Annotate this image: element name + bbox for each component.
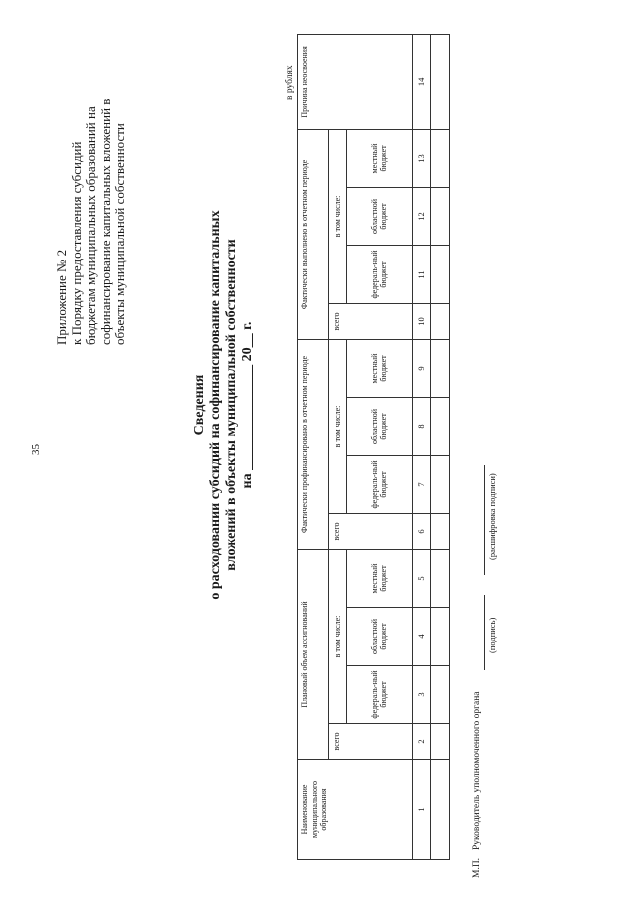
header-including-3: в том числе:	[328, 129, 347, 303]
col-num-4: 4	[412, 608, 431, 666]
transcript-caption: (расшифровка подписи)	[487, 473, 497, 560]
header-total-3: всего	[328, 303, 412, 339]
title-line-2: о расходовании субсидий на софинансирование капитальных	[208, 210, 223, 600]
header-federal-2: федераль-ный бюджет	[347, 455, 413, 513]
header-local-1: местный бюджет	[347, 549, 413, 607]
col-num-9: 9	[412, 339, 431, 397]
report-table	[297, 34, 450, 860]
header-total-1: всего	[328, 724, 412, 760]
currency-note: в рублях	[285, 65, 295, 100]
header-regional-3: областной бюджет	[347, 187, 413, 245]
page-number: 35	[30, 444, 42, 455]
header-including-1: в том числе:	[328, 549, 347, 723]
header-federal-3: федераль-ный бюджет	[347, 245, 413, 303]
col-num-13: 13	[412, 129, 431, 187]
header-federal-1: федераль-ный бюджет	[347, 666, 413, 724]
col-num-2: 2	[412, 724, 431, 760]
header-financed: Фактически профинансировано в отчетном периоде	[298, 339, 329, 549]
signature-line	[484, 595, 485, 670]
title-line-1: Сведения	[192, 374, 207, 436]
header-performed: Фактически выполнено в отчетном периоде	[298, 129, 329, 339]
header-local-3: местный бюджет	[347, 129, 413, 187]
appendix-line-1: Приложение № 2	[54, 249, 69, 345]
appendix-line-5: объекты муниципальной собственности	[112, 123, 127, 345]
header-municipality: Наименование муниципального образования	[298, 760, 413, 860]
header-including-2: в том числе:	[328, 339, 347, 513]
document-title	[192, 205, 256, 605]
signature-caption: (подпись)	[487, 617, 497, 653]
stamp-place-label: М.П.	[472, 857, 482, 878]
col-num-5: 5	[412, 549, 431, 607]
transcript-line	[484, 465, 485, 575]
col-num-3: 3	[412, 666, 431, 724]
header-reason: Причина неосвоения	[298, 34, 413, 129]
head-of-authority-label: Руководитель уполномоченного органа	[472, 691, 482, 850]
header-regional-2: областной бюджет	[347, 397, 413, 455]
header-planned: Плановый объем ассигнований	[298, 549, 329, 759]
title-line-4: на _______________ 20__ г.	[240, 321, 255, 489]
appendix-line-3: бюджетам муниципальных образований на	[83, 106, 98, 345]
col-num-12: 12	[412, 187, 431, 245]
col-num-11: 11	[412, 245, 431, 303]
column-number-row	[412, 34, 431, 859]
table-row-empty	[431, 34, 450, 859]
col-num-10: 10	[412, 303, 431, 339]
appendix-line-2: к Порядку предоставления субсидий	[68, 141, 84, 345]
header-local-2: местный бюджет	[347, 339, 413, 397]
col-num-8: 8	[412, 397, 431, 455]
col-num-7: 7	[412, 455, 431, 513]
col-num-1: 1	[412, 760, 431, 860]
appendix-line-4: софинансирование капитальных вложений в	[97, 98, 113, 345]
header-total-2: всего	[328, 513, 412, 549]
col-num-14: 14	[412, 34, 431, 129]
appendix-block	[55, 99, 128, 345]
header-regional-1: областной бюджет	[347, 608, 413, 666]
col-num-6: 6	[412, 513, 431, 549]
title-line-3: вложений в объекты муниципальной собственности	[224, 239, 239, 571]
